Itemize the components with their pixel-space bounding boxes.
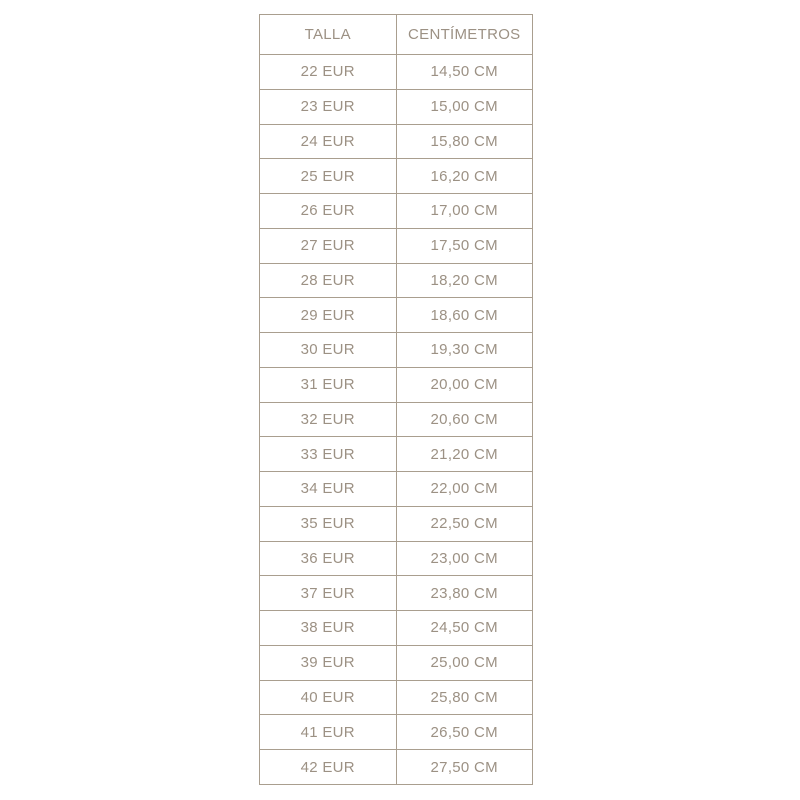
size-cell: 32 EUR <box>260 402 397 437</box>
cm-cell: 15,80 CM <box>396 124 533 159</box>
size-cell: 38 EUR <box>260 611 397 646</box>
size-chart-header <box>260 15 533 55</box>
table-row <box>260 541 533 576</box>
size-cell: 36 EUR <box>260 541 397 576</box>
cm-cell: 24,50 CM <box>396 611 533 646</box>
table-row <box>260 506 533 541</box>
table-row <box>260 367 533 402</box>
size-cell: 40 EUR <box>260 680 397 715</box>
header-cell-centimetros: CENTÍMETROS <box>396 15 533 55</box>
table-row <box>260 750 533 785</box>
size-cell: 26 EUR <box>260 194 397 229</box>
cm-cell: 17,00 CM <box>396 194 533 229</box>
size-cell: 35 EUR <box>260 506 397 541</box>
table-row <box>260 124 533 159</box>
cm-cell: 14,50 CM <box>396 55 533 90</box>
cm-cell: 22,00 CM <box>396 472 533 507</box>
size-cell: 28 EUR <box>260 263 397 298</box>
size-cell: 29 EUR <box>260 298 397 333</box>
size-cell: 31 EUR <box>260 367 397 402</box>
cm-cell: 18,60 CM <box>396 298 533 333</box>
table-row <box>260 611 533 646</box>
table-row <box>260 715 533 750</box>
size-cell: 39 EUR <box>260 645 397 680</box>
cm-cell: 19,30 CM <box>396 333 533 368</box>
cm-cell: 16,20 CM <box>396 159 533 194</box>
table-row <box>260 645 533 680</box>
table-row <box>260 55 533 90</box>
table-row <box>260 159 533 194</box>
header-row <box>260 15 533 55</box>
size-cell: 23 EUR <box>260 89 397 124</box>
size-cell: 27 EUR <box>260 228 397 263</box>
size-chart-table <box>259 14 533 785</box>
size-cell: 41 EUR <box>260 715 397 750</box>
table-row <box>260 194 533 229</box>
cm-cell: 20,00 CM <box>396 367 533 402</box>
table-row <box>260 263 533 298</box>
cm-cell: 18,20 CM <box>396 263 533 298</box>
cm-cell: 21,20 CM <box>396 437 533 472</box>
cm-cell: 26,50 CM <box>396 715 533 750</box>
cm-cell: 27,50 CM <box>396 750 533 785</box>
table-row <box>260 298 533 333</box>
table-row <box>260 89 533 124</box>
size-cell: 30 EUR <box>260 333 397 368</box>
size-cell: 33 EUR <box>260 437 397 472</box>
cm-cell: 23,80 CM <box>396 576 533 611</box>
size-cell: 42 EUR <box>260 750 397 785</box>
size-cell: 34 EUR <box>260 472 397 507</box>
cm-cell: 17,50 CM <box>396 228 533 263</box>
cm-cell: 15,00 CM <box>396 89 533 124</box>
table-row <box>260 680 533 715</box>
size-cell: 24 EUR <box>260 124 397 159</box>
table-row <box>260 437 533 472</box>
cm-cell: 25,00 CM <box>396 645 533 680</box>
size-cell: 25 EUR <box>260 159 397 194</box>
size-cell: 22 EUR <box>260 55 397 90</box>
cm-cell: 23,00 CM <box>396 541 533 576</box>
cm-cell: 22,50 CM <box>396 506 533 541</box>
table-row <box>260 472 533 507</box>
cm-cell: 20,60 CM <box>396 402 533 437</box>
size-chart-body <box>260 55 533 785</box>
table-row <box>260 333 533 368</box>
table-row <box>260 228 533 263</box>
size-cell: 37 EUR <box>260 576 397 611</box>
cm-cell: 25,80 CM <box>396 680 533 715</box>
table-row <box>260 402 533 437</box>
table-row <box>260 576 533 611</box>
header-cell-talla: TALLA <box>260 15 397 55</box>
